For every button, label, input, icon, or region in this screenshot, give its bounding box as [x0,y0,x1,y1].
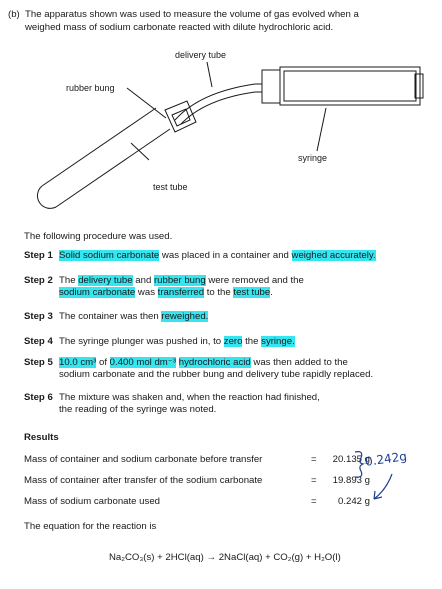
results-row-value: 19.893 g [332,475,370,486]
intro-line-1: The apparatus shown was used to measure the volume of gas evolved when a [25,9,359,20]
arrow-mark [374,474,392,499]
label-test-tube: test tube [153,182,188,192]
step-label [24,392,53,404]
step-text: The syringe plunger was pushed in, to [59,336,224,347]
results-row-equals: = [311,454,317,465]
highlighted-text: transferred [157,287,205,298]
test-tube-shape [37,108,170,208]
step-label-text: Step 3 [24,311,53,322]
step-label-text: Step 2 [24,275,53,286]
highlighted-text: test tube [233,287,271,298]
highlighted-text: weighed accurately. [291,250,376,261]
step-text: The container was then [59,311,162,322]
label-delivery-tube: delivery tube [175,50,227,60]
step-text: The mixture was shaken and, when the reaction had finished, [59,392,320,403]
step-label [24,250,53,262]
results-row [24,475,370,486]
results-row [24,496,370,507]
highlighted-text: Solid sodium carbonate [59,250,160,261]
results-row-value: 0.242 g [337,496,370,507]
step-text: to the [204,287,234,298]
results-row-equals: = [311,496,317,507]
apparatus-diagram [0,0,442,220]
highlighted-text: sodium carbonate [59,287,136,298]
results-row-label: Mass of container and sodium carbonate before transfer [24,454,263,465]
step-text: was placed in a container and [159,250,292,261]
results-row-label: Mass of sodium carbonate used [24,496,160,507]
results-row [24,454,370,465]
procedure-intro: The following procedure was used. [24,231,173,242]
brace-mark [355,452,363,478]
step-label [24,336,53,348]
step-line [59,404,216,416]
step-line [59,311,208,323]
step-text: was [135,287,158,298]
highlighted-text: syringe. [261,336,295,347]
step-line [59,357,348,369]
step-line [59,392,320,404]
results-row-equals: = [311,475,317,486]
results-heading: Results [24,432,59,443]
highlighted-text: hydrochloric acid [178,357,251,368]
step-text: sodium carbonate and the rubber bung and delivery tube rapidly replaced. [59,369,374,380]
step-text: the reading of the syringe was noted. [59,404,217,415]
step-label [24,357,53,369]
results-row-label: Mass of container after transfer of the sodium carbonate [24,475,263,486]
highlighted-text: 10.0 cm³ [59,357,97,368]
step-line [59,369,373,381]
highlighted-text: delivery tube [78,275,133,286]
step-line [59,287,273,299]
step-text: . [270,287,273,298]
highlighted-text: zero [223,336,243,347]
step-label-text: Step 6 [24,392,53,403]
intro-line-2: weighed mass of sodium carbonate reacted with dilute hydrochloric acid. [25,22,334,33]
highlighted-text: reweighed. [161,311,209,322]
step-line [59,250,376,262]
step-text: was then added to the [250,357,348,368]
part-label: (b) [8,9,20,20]
highlighted-text: 0.400 mol dm⁻³ [109,357,177,368]
step-line [59,336,295,348]
step-text: were removed and the [205,275,304,286]
step-text: of [96,357,110,368]
handwritten-note: 0.242g [364,449,408,469]
step-label-text: Step 5 [24,357,53,368]
label-syringe: syringe [298,153,328,163]
step-label-text: Step 1 [24,250,53,261]
step-line [59,275,304,287]
step-label-text: Step 4 [24,336,53,347]
reaction-equation: Na₂CO₃(s) + 2HCl(aq) → 2NaCl(aq) + CO₂(g) + H₂O(l) [109,552,341,563]
syringe-shape [262,67,423,105]
step-text: The [59,275,79,286]
step-text: the [242,336,262,347]
highlighted-text: rubber bung [153,275,206,286]
step-label [24,311,53,323]
step-text: and [132,275,154,286]
equation-intro: The equation for the reaction is [24,521,157,532]
label-rubber-bung: rubber bung [66,83,115,93]
step-label [24,275,53,287]
results-row-value: 20.135 g [332,454,370,465]
